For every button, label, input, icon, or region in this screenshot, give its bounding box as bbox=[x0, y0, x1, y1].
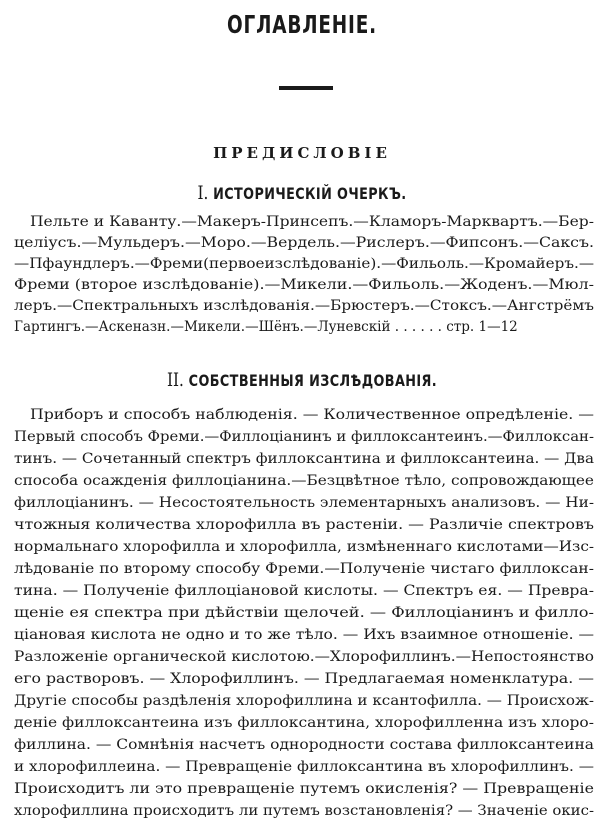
text-line bbox=[14, 514, 594, 536]
text-line-content: ціановая кислота не одно и то же тѣло. — Ихъ взаимное отношеніе. — bbox=[14, 627, 594, 643]
text-line-content: тина. — Полученіе филлоціановой кислоты. — Спектръ ея. — Превра- bbox=[14, 583, 594, 599]
text-line bbox=[14, 800, 594, 822]
text-line-content: и хлорофиллеина. — Превращеніе филлоксантина въ хлорофиллинъ. — bbox=[14, 759, 594, 775]
section-1-body bbox=[14, 212, 594, 338]
section-2-body bbox=[14, 404, 594, 822]
text-line bbox=[14, 668, 594, 690]
text-line bbox=[14, 296, 594, 317]
text-line bbox=[14, 536, 594, 558]
text-line bbox=[14, 448, 594, 470]
text-line-content: Разложеніе органической кислотою.—Хлорофиллинъ.—Непостоянство bbox=[14, 649, 594, 665]
text-line bbox=[14, 646, 594, 668]
section-2-numeral: II. bbox=[166, 369, 184, 391]
text-line bbox=[14, 212, 594, 233]
text-line bbox=[14, 470, 594, 492]
page-title: ОГЛАВЛЕНІЕ. bbox=[227, 10, 377, 39]
preface-heading: ПРЕДИСЛОВІЕ bbox=[213, 144, 391, 162]
text-line bbox=[14, 756, 594, 778]
text-line bbox=[14, 426, 594, 448]
text-line bbox=[14, 602, 594, 624]
text-line-content: Происходитъ ли это превращеніе путемъ окисленія? — Превращеніе bbox=[14, 781, 594, 797]
title-divider bbox=[279, 86, 333, 90]
text-line-content: способа осажденія филлоціанина.—Безцвѣтное тѣло, сопровождающее bbox=[14, 473, 594, 489]
text-line-content: леръ.—Спектральныхъ изслѣдованія.—Брюстеръ.—Стоксъ.—Ангстрёмъ bbox=[14, 298, 594, 314]
section-2-title: СОБСТВЕННЫЯ ИЗСЛѢДОВАНІЯ. bbox=[188, 371, 438, 390]
section-2-heading bbox=[60, 369, 543, 391]
text-line-content: —Пфаундлеръ.—Фреми(первоеизслѣдованіе).—Фильоль.—Кромайеръ.— bbox=[14, 256, 594, 272]
text-line-content: Другіе способы раздѣленія хлорофиллина и ксантофилла. — Происхож- bbox=[14, 693, 594, 709]
text-line-content: Первый способъ Фреми.—Филлоціанинъ и филлоксантеинъ.—Филлоксан- bbox=[14, 429, 594, 445]
text-line bbox=[14, 254, 594, 275]
text-line-content: нормальнаго хлорофилла и хлорофилла, измѣненнаго кислотами—Изс- bbox=[14, 539, 594, 555]
text-line bbox=[14, 233, 594, 254]
section-1-numeral: I. bbox=[197, 182, 209, 204]
text-line-content: хлорофиллина происходитъ ли путемъ возстановленія? — Значеніе окис- bbox=[14, 803, 594, 819]
text-line-content: щеніе ея спектра при дѣйствіи щелочей. — Филлоціанинъ и филло- bbox=[14, 605, 594, 621]
text-line-content: лѣдованіе по второму способу Фреми.—Полученіе чистаго филлоксан- bbox=[14, 561, 594, 577]
text-line bbox=[14, 558, 594, 580]
text-line bbox=[14, 404, 594, 426]
text-line-content: филлоціанинъ. — Несостоятельность элементарныхъ анализовъ. — Ни- bbox=[14, 495, 594, 511]
text-line bbox=[14, 317, 594, 338]
text-line-content: деніе филлоксантеина изъ филлоксантина, хлорофилленна изъ хлоро- bbox=[14, 715, 594, 731]
text-line-content: его растворовъ. — Хлорофиллинъ. — Предлагаемая номенклатура. — bbox=[14, 671, 594, 687]
text-line-content: Пельте и Каванту.—Макеръ-Принсепъ.—Кламоръ-Марквартъ.—Бер- bbox=[30, 214, 594, 230]
text-line bbox=[14, 690, 594, 712]
text-line-content: Приборъ и способъ наблюденія. — Количественное опредѣленіе. — bbox=[30, 407, 594, 423]
text-line-content: Фреми (второе изслѣдованіе).—Микели.—Фильоль.—Жоденъ.—Мюл- bbox=[14, 277, 594, 293]
text-line-content: Гартингъ.—Аскеназн.—Микели.—Шёнъ.—Луневскій . . . . . . стр. 1—12 bbox=[14, 319, 518, 335]
text-line bbox=[14, 275, 594, 296]
section-1-heading bbox=[60, 182, 543, 204]
text-line bbox=[14, 624, 594, 646]
text-line bbox=[14, 734, 594, 756]
text-line-content: филлина. — Сомнѣнія насчетъ однородности состава филлоксантеина bbox=[14, 737, 594, 753]
text-line bbox=[14, 712, 594, 734]
text-line-content: чтожныя количества хлорофилла въ растеніи. — Различіе спектровъ bbox=[14, 517, 594, 533]
text-line bbox=[14, 580, 594, 602]
text-line-content: тинъ. — Сочетанный спектръ филлоксантина и филлоксантеина. — Два bbox=[14, 451, 594, 467]
text-line bbox=[14, 492, 594, 514]
text-line-content: целіусъ.—Мульдеръ.—Моро.—Вердель.—Рислеръ.—Фипсонъ.—Саксъ. bbox=[14, 235, 594, 251]
section-1-title: ИСТОРИЧЕСКІЙ ОЧЕРКЪ. bbox=[213, 184, 407, 203]
text-line bbox=[14, 778, 594, 800]
